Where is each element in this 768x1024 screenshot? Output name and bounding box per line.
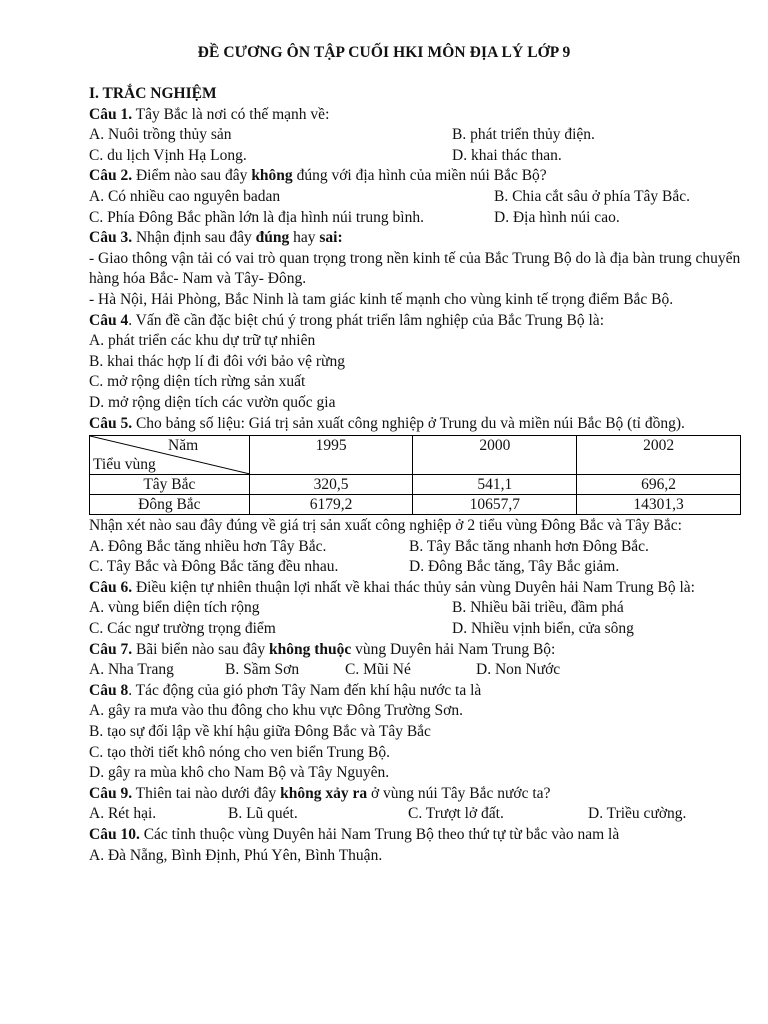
- answer-c: C. Phía Đông Bắc phần lớn là địa hình núi trung bình.: [89, 208, 424, 226]
- question-text: . Tác động của gió phơn Tây Nam đến khí hậu nước ta là: [128, 681, 482, 699]
- question-10: [89, 825, 741, 846]
- table-corner-cell: [90, 436, 250, 475]
- table-cell: 320,5: [249, 475, 413, 495]
- answer-row: [89, 187, 741, 208]
- answer-d: D. Triều cường.: [588, 805, 687, 823]
- answer-a: A. Đà Nẵng, Bình Định, Phú Yên, Bình Thuận.: [89, 846, 383, 864]
- question-text: Điều kiện tự nhiên thuận lợi nhất về khai thác thủy sản vùng Duyên hải Nam Trung Bộ là:: [132, 578, 695, 596]
- answer-b: B. khai thác hợp lí đi đôi với bảo vệ rừng: [89, 352, 345, 370]
- question-text: Tây Bắc là nơi có thế mạnh về:: [132, 105, 330, 123]
- question-7: [89, 640, 741, 661]
- question-text: . Vấn đề cần đặc biệt chú ý trong phát triển lâm nghiệp của Bắc Trung Bộ là:: [128, 311, 604, 329]
- question-5-prompt: Nhận xét nào sau đây đúng về giá trị sản xuất công nghiệp ở 2 tiểu vùng Đông Bắc và Tây Bắc:: [89, 517, 682, 535]
- table-cell: 6179,2: [249, 495, 413, 515]
- answer-c: C. Các ngư trường trọng điểm: [89, 620, 276, 638]
- table-cell: 696,2: [577, 475, 741, 495]
- statement-1: - Giao thông vận tải có vai trò quan trọng trong nền kinh tế của Bắc Trung Bộ do là địa bàn trung chuyển hàng hóa Bắc- Nam và Tây- Đông.: [89, 249, 741, 288]
- table-cell: 10657,7: [413, 495, 577, 515]
- table-cell: 541,1: [413, 475, 577, 495]
- answer-a: A. gây ra mưa vào thu đông cho khu vực Đông Trường Sơn.: [89, 702, 463, 720]
- table-cell: 14301,3: [577, 495, 741, 515]
- question-emphasis: không xảy ra: [280, 784, 368, 802]
- question-6: [89, 578, 741, 599]
- statement-2: - Hà Nội, Hải Phòng, Bắc Ninh là tam giác kinh tế mạnh cho vùng kinh tế trọng điểm Bắc Bộ.: [89, 290, 674, 308]
- question-text: vùng Duyên hải Nam Trung Bộ:: [351, 640, 556, 658]
- corner-label-year: Năm: [168, 437, 199, 455]
- question-text: Thiên tai nào dưới đây: [132, 784, 281, 802]
- answer-a: A. Rét hại.: [89, 805, 157, 823]
- question-label: Câu 10.: [89, 826, 140, 843]
- answer-c: C. du lịch Vịnh Hạ Long.: [89, 146, 247, 164]
- data-table: [89, 435, 741, 515]
- answer-d: D. Đông Bắc tăng, Tây Bắc giảm.: [409, 558, 620, 576]
- question-text: Các tỉnh thuộc vùng Duyên hải Nam Trung Bộ theo thứ tự từ bắc vào nam là: [139, 826, 620, 843]
- answer-row: [89, 146, 741, 167]
- answer-b: B. Sầm Sơn: [225, 661, 300, 679]
- answer-c: C. Trượt lở đất.: [408, 805, 504, 823]
- answer-a: A. Có nhiều cao nguyên badan: [89, 187, 281, 205]
- corner-label-region: Tiểu vùng: [93, 456, 156, 474]
- question-text: Điểm nào sau đây: [132, 167, 252, 185]
- question-2: [89, 166, 741, 187]
- question-text: ở vùng núi Tây Bắc nước ta?: [367, 784, 551, 802]
- question-label: Câu 8: [89, 681, 129, 699]
- answer-row: [89, 557, 741, 578]
- table-header-cell: 2000: [413, 436, 577, 475]
- answer-row: [89, 537, 741, 558]
- table-header-cell: 2002: [577, 436, 741, 475]
- question-emphasis: sai:: [319, 229, 343, 247]
- answer-row: [89, 125, 741, 146]
- question-label: Câu 5.: [89, 414, 133, 432]
- question-1: [89, 105, 741, 126]
- answer-c: C. tạo thời tiết khô nóng cho ven biển Trung Bộ.: [89, 743, 390, 761]
- question-label: Câu 6.: [89, 578, 133, 596]
- question-label: Câu 2.: [89, 167, 133, 185]
- question-label: Câu 4: [89, 311, 129, 329]
- answer-b: B. Chia cắt sâu ở phía Tây Bắc.: [494, 187, 691, 205]
- question-text: đúng với địa hình của miền núi Bắc Bộ?: [292, 167, 547, 185]
- answer-c: C. Mũi Né: [345, 661, 411, 679]
- question-8: [89, 681, 741, 702]
- answer-b: B. Nhiều bãi triều, đầm phá: [452, 599, 624, 617]
- table-row: [90, 495, 741, 515]
- answer-b: B. Lũ quét.: [228, 805, 298, 823]
- question-text: Nhận định sau đây: [132, 229, 256, 247]
- question-3: [89, 228, 741, 249]
- answer-d: D. Nhiều vịnh biển, cửa sông: [452, 620, 634, 638]
- answer-c: C. Tây Bắc và Đông Bắc tăng đều nhau.: [89, 558, 339, 576]
- document-content: [89, 84, 741, 866]
- question-label: Câu 3.: [89, 229, 133, 247]
- answer-a: A. Đông Bắc tăng nhiều hơn Tây Bắc.: [89, 537, 327, 555]
- answer-a: A. Nuôi trồng thủy sản: [89, 126, 232, 144]
- question-emphasis: không thuộc: [268, 640, 352, 658]
- question-text: hay: [289, 229, 320, 247]
- answer-a: A. vùng biển diện tích rộng: [89, 599, 260, 617]
- answer-row: [89, 660, 741, 681]
- answer-b: B. Tây Bắc tăng nhanh hơn Đông Bắc.: [409, 537, 649, 555]
- answer-c: C. mở rộng diện tích rừng sản xuất: [89, 373, 306, 391]
- question-5: [89, 414, 741, 435]
- answer-d: D. Địa hình núi cao.: [494, 208, 620, 226]
- answer-a: A. phát triển các khu dự trữ tự nhiên: [89, 332, 316, 350]
- question-text: Bãi biển nào sau đây: [132, 640, 269, 658]
- question-label: Câu 1.: [89, 105, 133, 123]
- answer-d: D. mở rộng diện tích các vườn quốc gia: [89, 393, 336, 411]
- question-emphasis: đúng: [255, 229, 290, 247]
- answer-b: B. tạo sự đối lập về khí hậu giữa Đông Bắc và Tây Bắc: [89, 723, 431, 741]
- answer-row: [89, 804, 741, 825]
- answer-row: [89, 619, 741, 640]
- question-label: Câu 7.: [89, 640, 133, 658]
- answer-b: B. phát triển thủy điện.: [452, 126, 595, 144]
- table-header-cell: 1995: [249, 436, 413, 475]
- answer-d: D. khai thác than.: [452, 146, 562, 164]
- question-9: [89, 784, 741, 805]
- table-row-label: Đông Bắc: [90, 495, 250, 515]
- table-header-row: [90, 436, 741, 475]
- document-title: ĐỀ CƯƠNG ÔN TẬP CUỐI HKI MÔN ĐỊA LÝ LỚP 9: [197, 44, 571, 61]
- answer-row: [89, 208, 741, 229]
- answer-a: A. Nha Trang: [89, 661, 174, 679]
- answer-d: D. Non Nước: [476, 661, 561, 679]
- question-4: [89, 311, 741, 332]
- table-row-label: Tây Bắc: [90, 475, 250, 495]
- answer-row: [89, 598, 741, 619]
- question-text: Cho bảng số liệu: Giá trị sản xuất công nghiệp ở Trung du và miền núi Bắc Bộ (tỉ đồng).: [132, 414, 685, 432]
- answer-d: D. gây ra mùa khô cho Nam Bộ và Tây Nguyên.: [89, 764, 390, 782]
- question-label: Câu 9.: [89, 784, 133, 802]
- question-emphasis: không: [251, 167, 293, 185]
- table-row: [90, 475, 741, 495]
- section-heading: I. TRẮC NGHIỆM: [89, 85, 217, 102]
